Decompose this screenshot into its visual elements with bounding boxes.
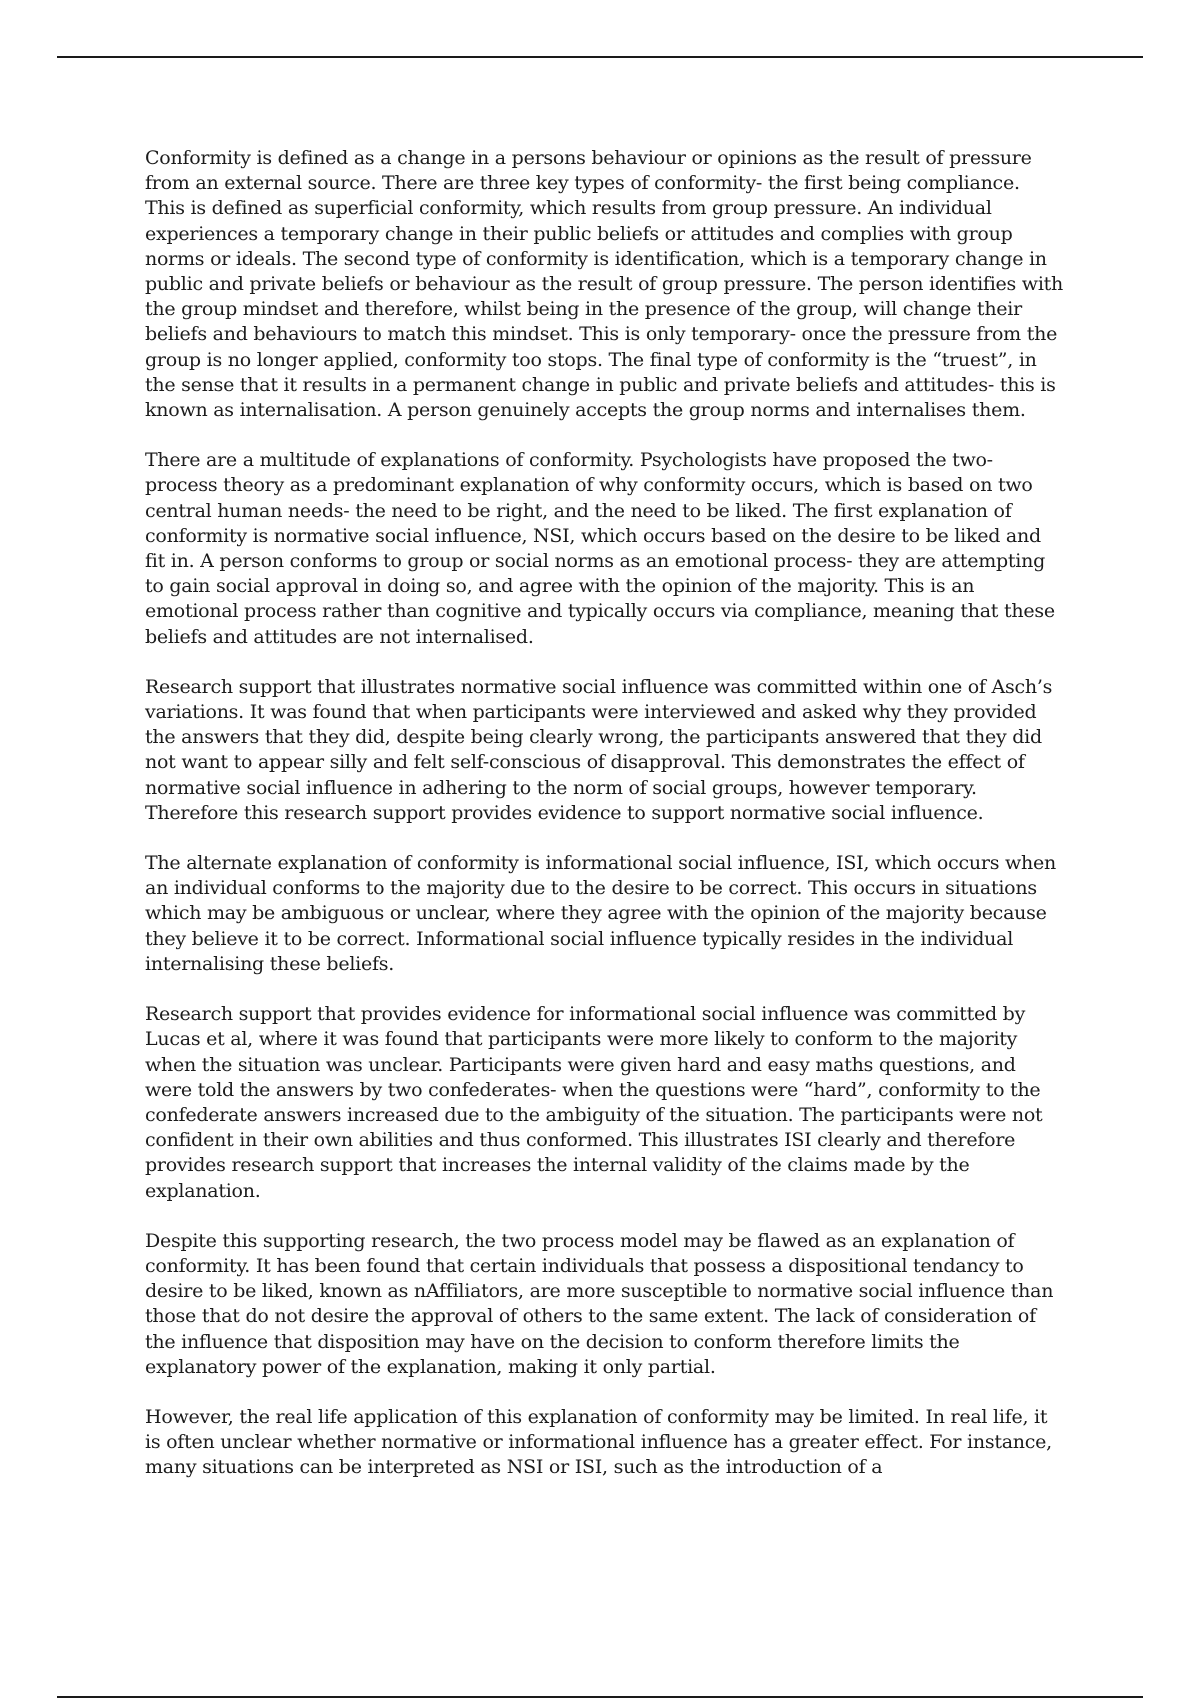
top-divider bbox=[57, 56, 1143, 58]
paragraph-types-of-conformity: Conformity is defined as a change in a persons behaviour or opinions as the result of pressure from an external source. There are three key types of conformity- the first being compliance. This is defined as superficial conformity, which results from group pressure. An individual experiences a temporary change in their public beliefs or attitudes and complies with group norms or ideals. The second type of conformity is identification, which is a temporary change in public and private beliefs or behaviour as the result of group pressure. The person identifies with the group mindset and therefore, whilst being in the presence of the group, will change their beliefs and behaviours to match this mindset. This is only temporary- once the pressure from the group is no longer applied, conformity too stops. The final type of conformity is the “truest”, in the sense that it results in a permanent change in public and private beliefs and attitudes- this is known as internalisation. A person genuinely accepts the group norms and internalises them. bbox=[145, 147, 1064, 422]
paragraph-isi-research: Research support that provides evidence for informational social influence was committed by Lucas et al, where it was found that participants were more likely to conform to the majority when the situation was unclear. Participants were given hard and easy maths questions, and were told the answers by two confederates- when the questions were “hard”, conformity to the confederate answers increased due to the ambiguity of the situation. The participants were not confident in their own abilities and thus conformed. This illustrates ISI clearly and therefore provides research support that increases the internal validity of the claims made by the explanation. bbox=[145, 1003, 1043, 1202]
paragraph-limitation: Despite this supporting research, the two process model may be flawed as an explanation of conformity. It has been found that certain individuals that possess a dispositional tendancy to desire to be liked, known as nAffiliators, are more susceptible to normative social influence than those that do not desire the approval of others to the same extent. The lack of consideration of the influence that disposition may have on the decision to conform therefore limits the explanatory power of the explanation, making it only partial. bbox=[145, 1229, 1054, 1378]
paragraph-nsi-research: Research support that illustrates normative social influence was committed within one of Asch’s variations. It was found that when participants were interviewed and asked why they provided the answers that they did, despite being clearly wrong, the participants answered that they did not want to appear silly and felt self-conscious of disapproval. This demonstrates the effect of normative social influence in adhering to the norm of social groups, however temporary. Therefore this research support provides evidence to support normative social influence. bbox=[145, 675, 1053, 824]
paragraph-real-life-application: However, the real life application of this explanation of conformity may be limited. In real life, it is often unclear whether normative or informational influence has a greater effect. For instance, many situations can be interpreted as NSI or ISI, such as the introduction of a bbox=[145, 1405, 1052, 1479]
paragraph-explanations: There are a multitude of explanations of conformity. Psychologists have proposed the two-process theory as a predominant explanation of why conformity occurs, which is based on two central human needs- the need to be right, and the need to be liked. The first explanation of conformity is normative social influence, NSI, which occurs based on the desire to be liked and fit in. A person conforms to group or social norms as an emotional process- they are attempting to gain social approval in doing so, and agree with the opinion of the majority. This is an emotional process rather than cognitive and typically occurs via compliance, meaning that these beliefs and attitudes are not internalised. bbox=[145, 449, 1055, 648]
bottom-divider bbox=[57, 1696, 1143, 1698]
document-body bbox=[145, 146, 1065, 1506]
paragraph-isi-explanation: The alternate explanation of conformity is informational social influence, ISI, which occurs when an individual conforms to the majority due to the desire to be correct. This occurs in situations which may be ambiguous or unclear, where they agree with the opinion of the majority because they believe it to be correct. Informational social influence typically resides in the individual internalising these beliefs. bbox=[145, 852, 1056, 975]
